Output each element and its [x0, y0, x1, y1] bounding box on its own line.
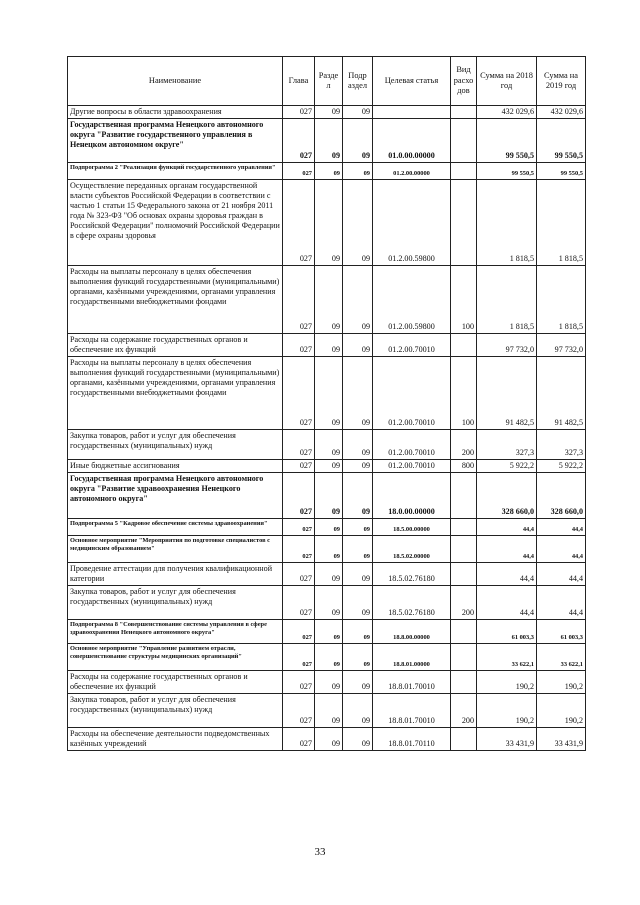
- cell-razdel: 09: [315, 334, 343, 357]
- cell-razdel: 09: [315, 728, 343, 751]
- cell-sum-2019: 1 818,5: [537, 180, 586, 266]
- cell-podrazdel: 09: [343, 180, 373, 266]
- cell-glava: 027: [283, 519, 315, 536]
- cell-sum-2018: 99 550,5: [477, 163, 537, 180]
- cell-name: Осуществление переданных органам государственной власти субъектов Российской Федерации в соответствии с частью 1 статьи 15 Федерального закона от 21 ноября 2011 года № 323-ФЗ "Об основах охраны здоровья граждан в Российской Федерации" полномочий Российской Федерации в сфере охраны здоровья: [68, 180, 283, 266]
- header-sum-2018: Сумма на 2018 год: [477, 57, 537, 106]
- cell-razdel: 09: [315, 460, 343, 473]
- cell-statya: 01.2.00.70010: [373, 357, 451, 430]
- cell-sum-2019: 44,4: [537, 536, 586, 563]
- cell-sum-2018: 33 431,9: [477, 728, 537, 751]
- cell-vid: [451, 563, 477, 586]
- table-row: [68, 536, 586, 563]
- cell-statya: 01.2.00.59800: [373, 180, 451, 266]
- cell-sum-2019: 33 431,9: [537, 728, 586, 751]
- cell-razdel: 09: [315, 644, 343, 671]
- cell-name: Подпрограмма 2 "Реализация функций государственного управления": [68, 163, 283, 180]
- table-body: [68, 106, 586, 751]
- cell-podrazdel: 09: [343, 334, 373, 357]
- cell-vid: 100: [451, 266, 477, 334]
- cell-name: Иные бюджетные ассигнования: [68, 460, 283, 473]
- cell-sum-2019: 44,4: [537, 519, 586, 536]
- table-row: [68, 357, 586, 430]
- cell-sum-2018: 190,2: [477, 694, 537, 728]
- cell-statya: 18.0.00.00000: [373, 473, 451, 519]
- cell-statya: 01.2.00.59800: [373, 266, 451, 334]
- header-glava: Глава: [283, 57, 315, 106]
- budget-table: [67, 56, 586, 751]
- header-sum-2019: Сумма на 2019 год: [537, 57, 586, 106]
- cell-name: Закупка товаров, работ и услуг для обеспечения государственных (муниципальных) нужд: [68, 586, 283, 620]
- cell-vid: 100: [451, 357, 477, 430]
- cell-podrazdel: 09: [343, 671, 373, 694]
- table-row: [68, 728, 586, 751]
- cell-razdel: 09: [315, 266, 343, 334]
- cell-sum-2018: 44,4: [477, 536, 537, 563]
- cell-sum-2018: 99 550,5: [477, 119, 537, 163]
- cell-statya: 18.5.00.00000: [373, 519, 451, 536]
- cell-razdel: 09: [315, 430, 343, 460]
- cell-podrazdel: 09: [343, 357, 373, 430]
- cell-glava: 027: [283, 536, 315, 563]
- cell-name: Расходы на содержание государственных органов и обеспечение их функций: [68, 334, 283, 357]
- cell-podrazdel: 09: [343, 473, 373, 519]
- header-name: Наименование: [68, 57, 283, 106]
- cell-podrazdel: 09: [343, 119, 373, 163]
- table-header: [68, 57, 586, 106]
- table-row: [68, 694, 586, 728]
- cell-glava: 027: [283, 644, 315, 671]
- header-vid: Вид расхо дов: [451, 57, 477, 106]
- cell-podrazdel: 09: [343, 460, 373, 473]
- cell-razdel: 09: [315, 563, 343, 586]
- cell-statya: 01.0.00.00000: [373, 119, 451, 163]
- cell-razdel: 09: [315, 694, 343, 728]
- cell-sum-2018: 327,3: [477, 430, 537, 460]
- cell-podrazdel: 09: [343, 106, 373, 119]
- cell-podrazdel: 09: [343, 644, 373, 671]
- cell-razdel: 09: [315, 163, 343, 180]
- cell-podrazdel: 09: [343, 266, 373, 334]
- cell-name: Расходы на выплаты персоналу в целях обеспечения выполнения функций государственными (муниципальными) органами, казёнными учреждениями, органами управления государственными внебюджетными фондами: [68, 266, 283, 334]
- cell-statya: 01.2.00.00000: [373, 163, 451, 180]
- cell-name: Основное мероприятие "Мероприятия по подготовке специалистов с медицинским образованием": [68, 536, 283, 563]
- cell-vid: [451, 536, 477, 563]
- cell-sum-2018: 44,4: [477, 586, 537, 620]
- cell-podrazdel: 09: [343, 430, 373, 460]
- cell-sum-2019: 97 732,0: [537, 334, 586, 357]
- cell-name: Проведение аттестации для получения квалификационной категории: [68, 563, 283, 586]
- table-row: [68, 119, 586, 163]
- cell-statya: 01.2.00.70010: [373, 334, 451, 357]
- cell-razdel: 09: [315, 586, 343, 620]
- cell-statya: 18.5.02.76180: [373, 586, 451, 620]
- cell-sum-2019: 91 482,5: [537, 357, 586, 430]
- cell-sum-2019: 5 922,2: [537, 460, 586, 473]
- cell-razdel: 09: [315, 473, 343, 519]
- cell-vid: 200: [451, 586, 477, 620]
- cell-podrazdel: 09: [343, 620, 373, 644]
- table-row: [68, 586, 586, 620]
- cell-sum-2019: 44,4: [537, 563, 586, 586]
- cell-glava: 027: [283, 460, 315, 473]
- cell-glava: 027: [283, 163, 315, 180]
- cell-name: Расходы на содержание государственных органов и обеспечение их функций: [68, 671, 283, 694]
- cell-sum-2018: 190,2: [477, 671, 537, 694]
- cell-sum-2018: 91 482,5: [477, 357, 537, 430]
- cell-vid: [451, 644, 477, 671]
- cell-glava: 027: [283, 334, 315, 357]
- cell-statya: 18.8.01.70010: [373, 694, 451, 728]
- header-razdel: Разде л: [315, 57, 343, 106]
- cell-sum-2018: 5 922,2: [477, 460, 537, 473]
- cell-podrazdel: 09: [343, 694, 373, 728]
- cell-sum-2019: 432 029,6: [537, 106, 586, 119]
- cell-razdel: 09: [315, 119, 343, 163]
- cell-razdel: 09: [315, 671, 343, 694]
- cell-name: Закупка товаров, работ и услуг для обеспечения государственных (муниципальных) нужд: [68, 694, 283, 728]
- cell-statya: 18.5.02.76180: [373, 563, 451, 586]
- cell-vid: [451, 119, 477, 163]
- cell-razdel: 09: [315, 620, 343, 644]
- cell-vid: 200: [451, 430, 477, 460]
- cell-vid: [451, 671, 477, 694]
- cell-sum-2018: 97 732,0: [477, 334, 537, 357]
- cell-vid: [451, 163, 477, 180]
- table-row: [68, 106, 586, 119]
- cell-razdel: 09: [315, 519, 343, 536]
- cell-podrazdel: 09: [343, 563, 373, 586]
- table-row: [68, 473, 586, 519]
- cell-glava: 027: [283, 586, 315, 620]
- cell-glava: 027: [283, 357, 315, 430]
- cell-vid: 800: [451, 460, 477, 473]
- cell-vid: 200: [451, 694, 477, 728]
- table-row: [68, 266, 586, 334]
- cell-name: Расходы на обеспечение деятельности подведомственных казённых учреждений: [68, 728, 283, 751]
- table-row: [68, 620, 586, 644]
- cell-glava: 027: [283, 430, 315, 460]
- cell-glava: 027: [283, 180, 315, 266]
- table-row: [68, 163, 586, 180]
- cell-glava: 027: [283, 106, 315, 119]
- table-row: [68, 334, 586, 357]
- cell-glava: 027: [283, 620, 315, 644]
- header-podrazdel: Подр аздел: [343, 57, 373, 106]
- cell-podrazdel: 09: [343, 728, 373, 751]
- table-row: [68, 460, 586, 473]
- cell-podrazdel: 09: [343, 536, 373, 563]
- cell-glava: 027: [283, 563, 315, 586]
- cell-name: Государственная программа Ненецкого автономного округа "Развитие государственного управления в Ненецком автономном округе": [68, 119, 283, 163]
- header-statya: Целевая статья: [373, 57, 451, 106]
- cell-razdel: 09: [315, 357, 343, 430]
- cell-statya: 18.5.02.00000: [373, 536, 451, 563]
- cell-statya: 18.8.00.00000: [373, 620, 451, 644]
- page-number: 33: [314, 846, 326, 858]
- cell-name: Подпрограмма 5 "Кадровое обеспечение системы здравоохранения": [68, 519, 283, 536]
- cell-sum-2019: 99 550,5: [537, 163, 586, 180]
- cell-sum-2019: 190,2: [537, 694, 586, 728]
- cell-sum-2018: 44,4: [477, 519, 537, 536]
- cell-statya: 18.8.01.00000: [373, 644, 451, 671]
- cell-vid: [451, 180, 477, 266]
- cell-vid: [451, 106, 477, 119]
- cell-sum-2019: 327,3: [537, 430, 586, 460]
- cell-glava: 027: [283, 266, 315, 334]
- cell-sum-2019: 61 003,3: [537, 620, 586, 644]
- cell-name: Расходы на выплаты персоналу в целях обеспечения выполнения функций государственными (муниципальными) органами, казёнными учреждениями, органами управления государственными внебюджетными фондами: [68, 357, 283, 430]
- cell-razdel: 09: [315, 536, 343, 563]
- table-row: [68, 644, 586, 671]
- cell-sum-2018: 432 029,6: [477, 106, 537, 119]
- cell-statya: 01.2.00.70010: [373, 460, 451, 473]
- table-row: [68, 519, 586, 536]
- cell-sum-2018: 1 818,5: [477, 266, 537, 334]
- cell-vid: [451, 473, 477, 519]
- table-row: [68, 671, 586, 694]
- cell-glava: 027: [283, 728, 315, 751]
- cell-statya: 18.8.01.70010: [373, 671, 451, 694]
- cell-sum-2019: 1 818,5: [537, 266, 586, 334]
- table-row: [68, 430, 586, 460]
- cell-sum-2018: 61 003,3: [477, 620, 537, 644]
- cell-glava: 027: [283, 473, 315, 519]
- cell-name: Государственная программа Ненецкого автономного округа "Развитие здравоохранения Ненецкого автономного округа": [68, 473, 283, 519]
- cell-name: Закупка товаров, работ и услуг для обеспечения государственных (муниципальных) нужд: [68, 430, 283, 460]
- cell-razdel: 09: [315, 180, 343, 266]
- cell-glava: 027: [283, 694, 315, 728]
- table-row: [68, 180, 586, 266]
- cell-name: Подпрограмма 8 "Совершенствование системы управления в сфере здравоохранения Ненецкого автономного округа": [68, 620, 283, 644]
- cell-sum-2019: 328 660,0: [537, 473, 586, 519]
- cell-vid: [451, 620, 477, 644]
- cell-podrazdel: 09: [343, 519, 373, 536]
- cell-name: Другие вопросы в области здравоохранения: [68, 106, 283, 119]
- table-row: [68, 563, 586, 586]
- cell-sum-2019: 33 622,1: [537, 644, 586, 671]
- cell-podrazdel: 09: [343, 163, 373, 180]
- header-row: [68, 57, 586, 106]
- cell-vid: [451, 519, 477, 536]
- cell-sum-2019: 190,2: [537, 671, 586, 694]
- cell-glava: 027: [283, 119, 315, 163]
- cell-statya: [373, 106, 451, 119]
- cell-vid: [451, 728, 477, 751]
- cell-sum-2018: 328 660,0: [477, 473, 537, 519]
- cell-statya: 01.2.00.70010: [373, 430, 451, 460]
- cell-name: Основное мероприятие "Управление развитием отрасли, совершенствование структуры медицинских организаций": [68, 644, 283, 671]
- cell-sum-2018: 1 818,5: [477, 180, 537, 266]
- cell-razdel: 09: [315, 106, 343, 119]
- cell-podrazdel: 09: [343, 586, 373, 620]
- cell-sum-2018: 33 622,1: [477, 644, 537, 671]
- cell-glava: 027: [283, 671, 315, 694]
- cell-sum-2018: 44,4: [477, 563, 537, 586]
- cell-sum-2019: 44,4: [537, 586, 586, 620]
- cell-vid: [451, 334, 477, 357]
- cell-statya: 18.8.01.70110: [373, 728, 451, 751]
- cell-sum-2019: 99 550,5: [537, 119, 586, 163]
